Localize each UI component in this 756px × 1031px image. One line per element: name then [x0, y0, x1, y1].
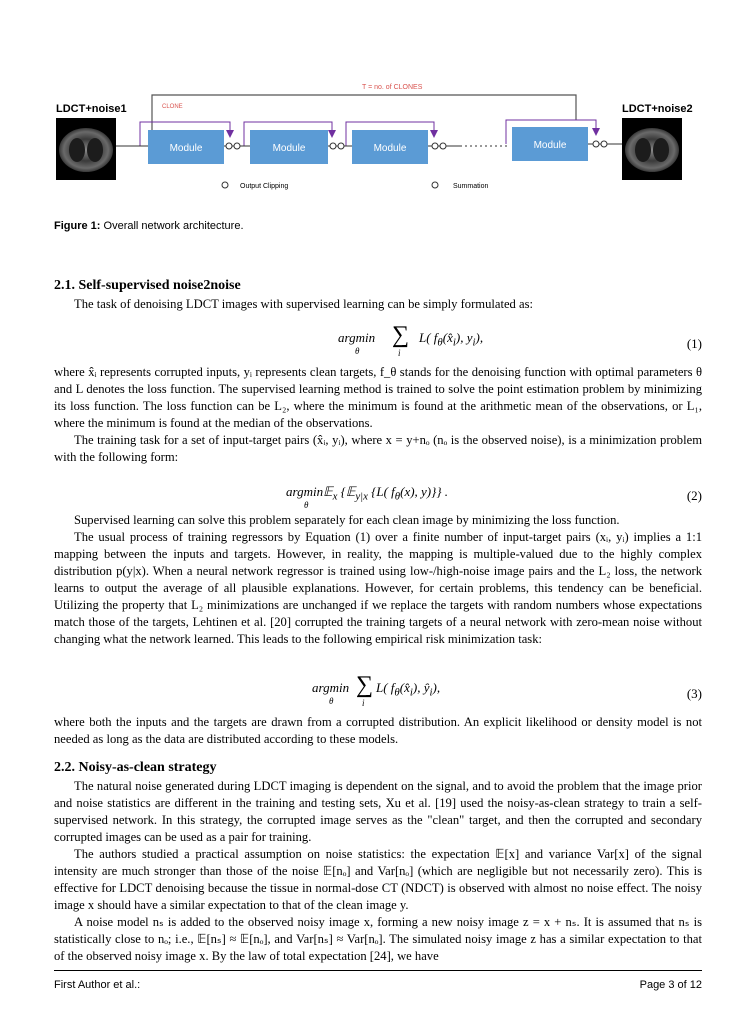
paragraph: The authors studied a practical assumption on noise statistics: the expectation 𝔼[x] and variance Var[x] of the signal intensity are much stronger than those of the noise 𝔼[nₒ] and Var[nₒ] (which are negligible but not necessarily zero). This is effective for LDCT denoising because the tissue in normal-dose CT (NDCT) is observed with almost no noise effect. The noisy image x should have a similar expectation to that of the clean image y.	[54, 847, 702, 912]
figure-caption	[54, 220, 244, 232]
svg-text:Module: Module	[533, 140, 567, 151]
paragraph: The task of denoising LDCT images with supervised learning can be simply formulated as:	[74, 297, 533, 311]
legend-output-clipping: Output Clipping	[240, 183, 289, 190]
section-title-2-2: 2.2. Noisy-as-clean strategy	[54, 760, 217, 775]
output-ct-image	[622, 118, 682, 180]
equation-2: argmin𝔼$_x$ {𝔼$_{y|x}$ {L( $f_\theta(x)$, y)}} . θ (2)	[286, 484, 702, 510]
equation-number: (1)	[686, 336, 702, 351]
footer-rule	[54, 970, 702, 971]
equation-number: (3)	[686, 686, 702, 701]
output-clipping-icon	[222, 182, 228, 188]
summation-icon	[432, 182, 438, 188]
input-ct-image	[56, 118, 116, 180]
equation-1: argmin θ ∑ i L( $f_\theta(x̂_i)$, $y_i$), (1)	[338, 322, 702, 358]
module-block-1	[148, 130, 224, 164]
paragraph: Supervised learning can solve this problem separately for each clean image by minimizing the loss function.	[74, 513, 620, 527]
caption-text: Overall network architecture.	[103, 220, 244, 232]
paragraph: The natural noise generated during LDCT imaging is dependent on the signal, and to avoid the problem that the image prior and noise statistics are different in the training and testing sets, Xu et al. [19] used the noisy-as-clean strategy to train a self-supervised network. In this strategy, the corrupted image serves as the "clean" target, and then the corrupted and secondary corrupted images can be used as a pair for training.	[54, 779, 702, 844]
paragraph: A noise model nₛ is added to the observed noisy image x, forming a new noisy image z = x + nₛ. It is assumed that nₛ is statistically close to nₒ; i.e., 𝔼[nₛ] ≈ 𝔼[nₒ], and Var[nₛ] ≈ Var[nₒ]. The simulated noisy image z has a similar expectation to that of the observed noisy image x. By the law of total expectation [24], we have	[54, 915, 702, 963]
module-block-3	[352, 130, 428, 164]
module-block-2	[250, 130, 328, 164]
caption-label: Figure 1:	[54, 220, 101, 232]
clone-feedback-line	[152, 95, 576, 130]
input-label: LDCT+noise1	[56, 103, 127, 115]
page-number: Page 3 of 12	[639, 979, 702, 991]
svg-text:Module: Module	[272, 143, 306, 154]
equation-3: argmin θ ∑ i L( $f_\theta(x̂_i)$, $ŷ_i$), (3)	[312, 672, 702, 708]
clones-label: T = no. of CLONES	[362, 84, 423, 91]
paragraph: where x̂ᵢ represents corrupted inputs, yᵢ represents clean targets, f_θ stands for the denoising function with optimal parameters θ and L denotes the loss function. The supervised learning method is trained to solve the point estimation problem by minimizing its loss function. The loss function can be L₂, where the minimum is found at the arithmetic mean of the observations, or L₁, where the minimum is found at the median of the observations.	[54, 365, 702, 430]
paragraph: where both the inputs and the targets are drawn from a corrupted distribution. An explicit likelihood or density model is not needed as long as the data are distributed according to these models.	[54, 715, 702, 746]
svg-text:Module: Module	[373, 143, 407, 154]
paragraph: The usual process of training regressors by Equation (1) over a finite number of input-target pairs (xᵢ, yᵢ) implies a 1:1 mapping between the inputs and targets. However, in reality, the mapping is multiple-valued due to the highly complex distribution p(y|x). When a neural network regressor is trained using low-/high-noise image pairs and the L₂ loss, the network learns to output the average of all plausible explanations. However, for certain problems, this tendency can be beneficial. Utilizing the property that L₂ minimizations are unchanged if we replace the targets with random numbers whose expectations match those of the targets, Lehtinen et al. [20] corrupted the training targets of a neural network with zero-mean noise without changing what the network learned. This leads to the following empirical risk minimization task:	[54, 530, 702, 646]
equation-number: (2)	[686, 488, 702, 503]
legend-summation: Summation	[453, 183, 489, 190]
architecture-figure	[40, 70, 716, 210]
clone-label: CLONE	[162, 104, 183, 110]
section-title-2-1: 2.1. Self-supervised noise2noise	[54, 278, 241, 293]
footer-author: First Author et al.:	[54, 979, 141, 991]
paragraph: The training task for a set of input-target pairs (x̂ᵢ, yᵢ), where x = y+nₒ (nₒ is the observed noise), is a minimization problem with the following form:	[54, 433, 702, 464]
module-block-4	[512, 127, 588, 161]
svg-text:Module: Module	[169, 143, 203, 154]
output-label: LDCT+noise2	[622, 103, 693, 115]
